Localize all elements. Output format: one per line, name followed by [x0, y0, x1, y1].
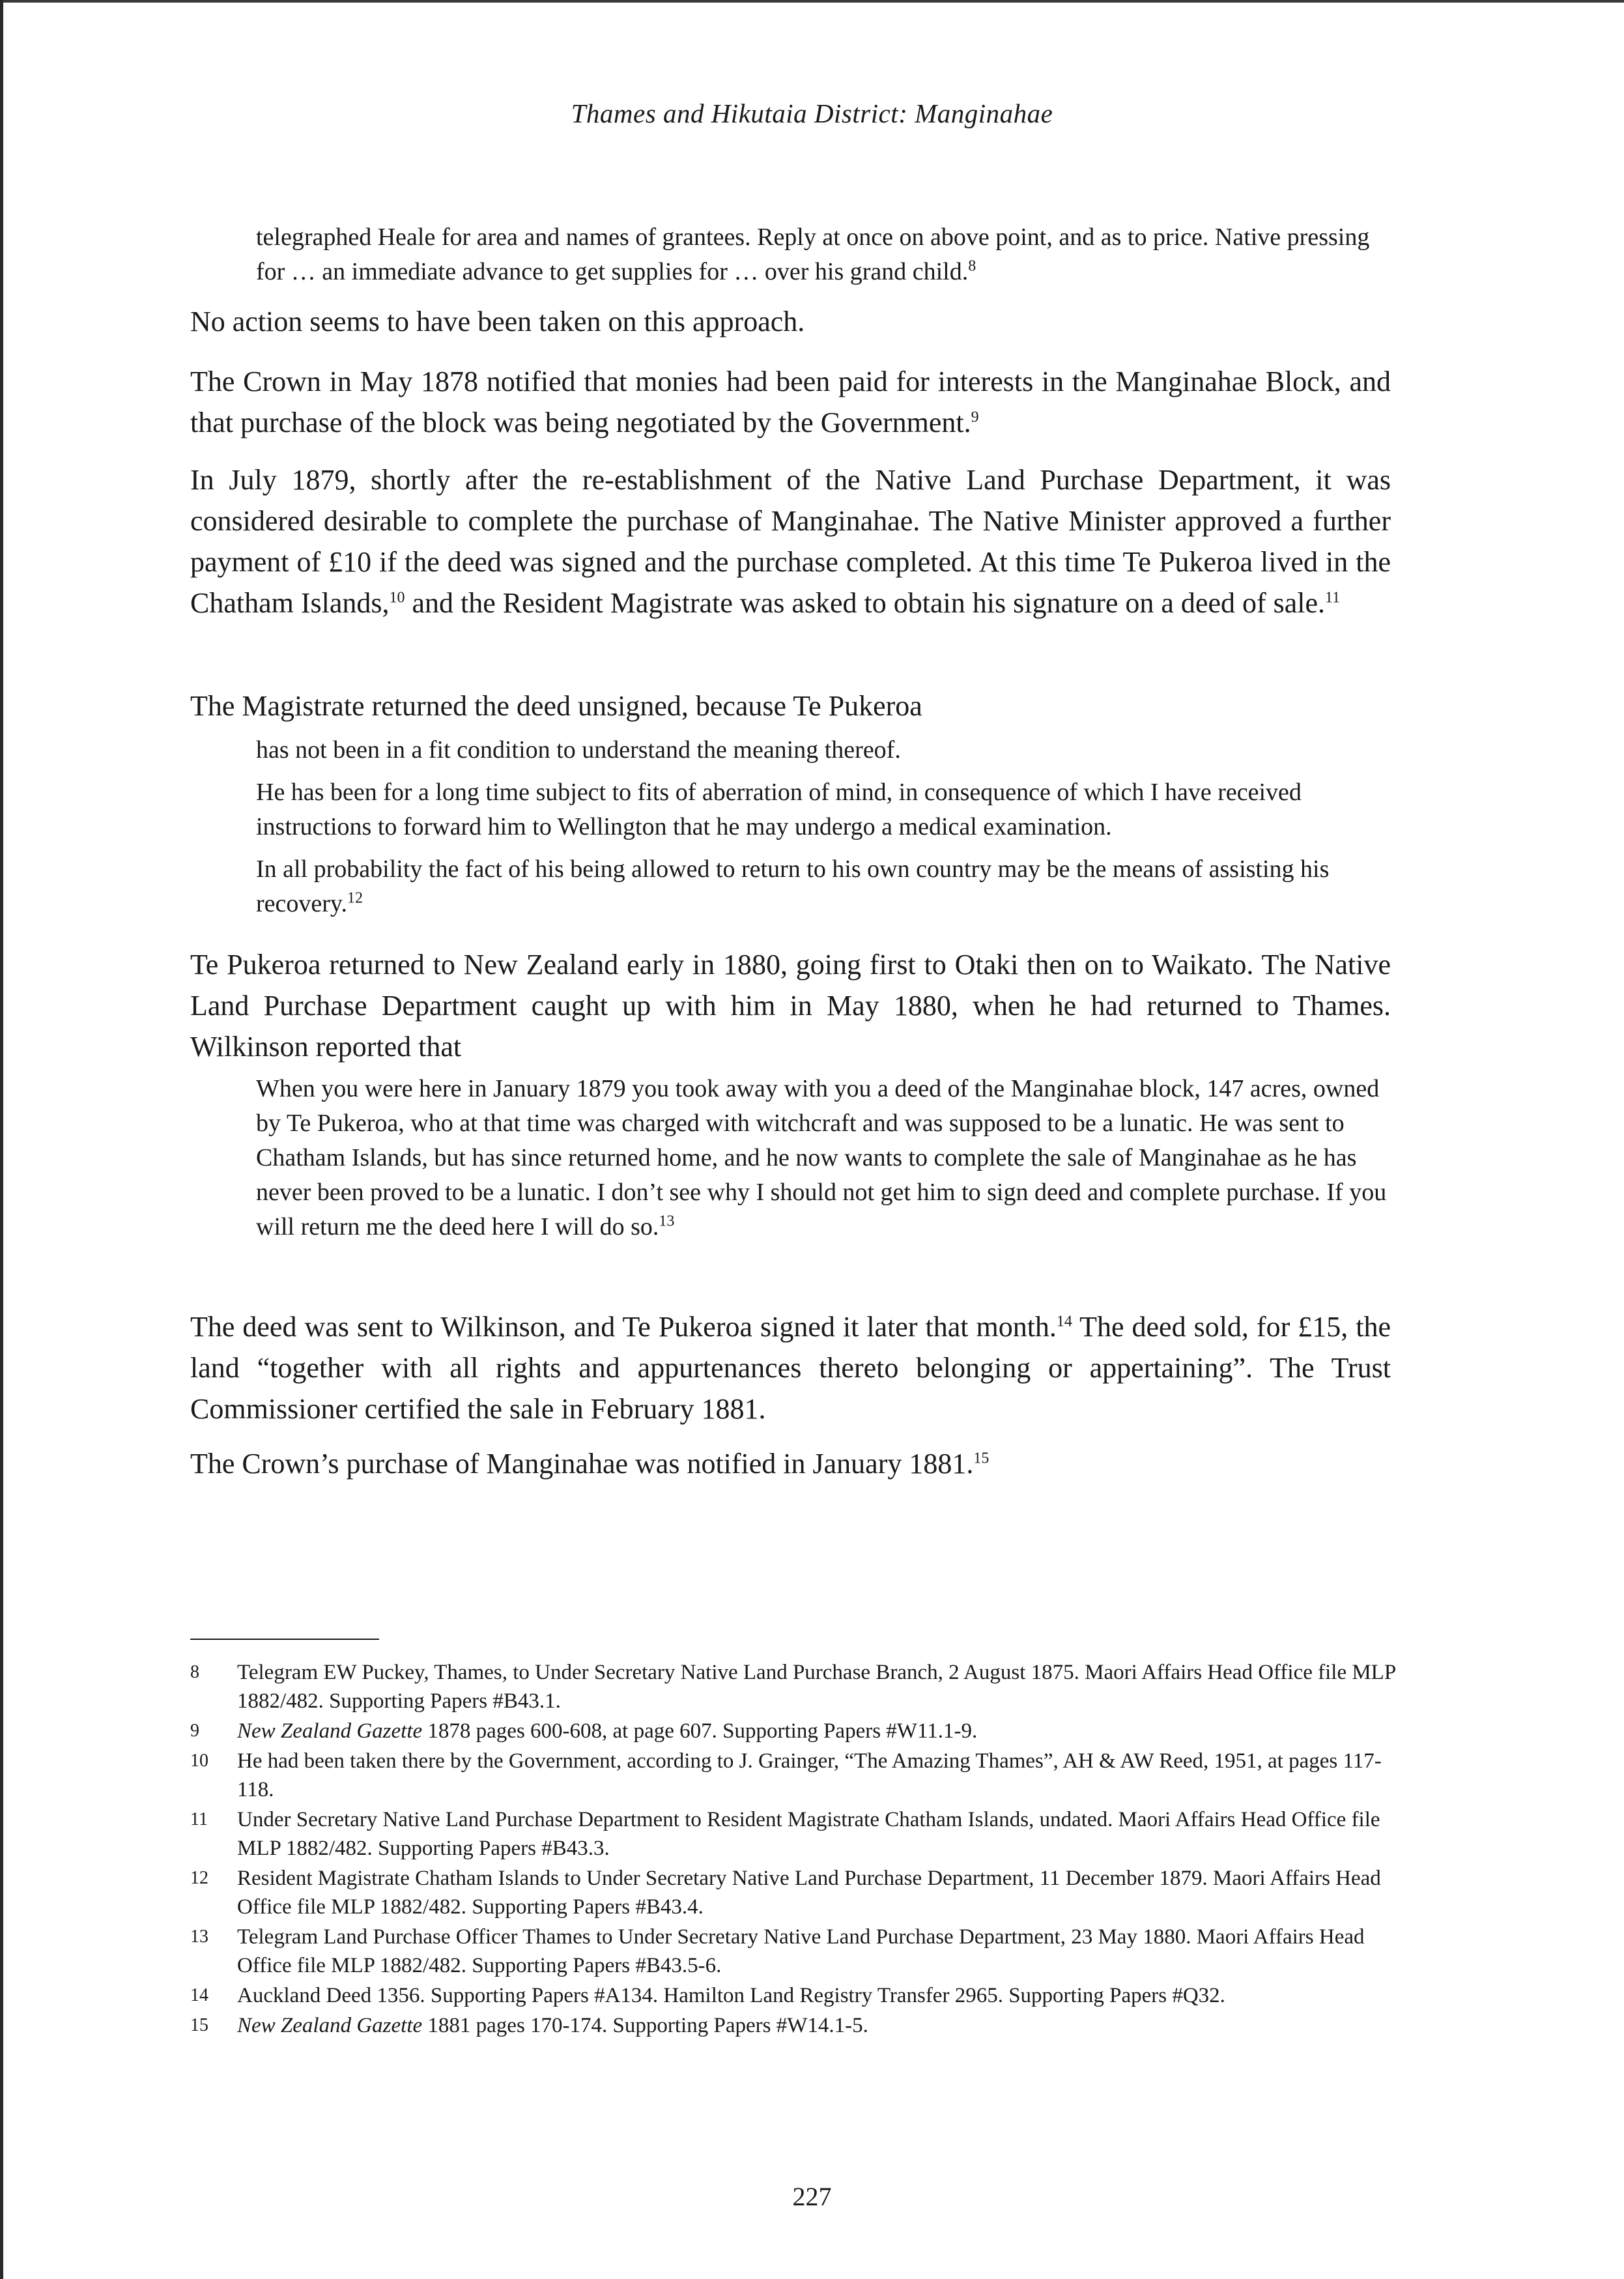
footnote-item	[190, 1864, 1395, 1921]
paragraph-july-1879	[190, 459, 1391, 624]
footnote-ref-8[interactable]: 8	[968, 257, 976, 275]
paragraph-text: Te Pukeroa returned to New Zealand early in 1880, going first to Otaki then on to Waikato. The Native Land Purchase Department caught up with him in May 1880, when he had returned to Thames. Wilkinson reported that	[190, 949, 1391, 1063]
paragraph-deed-sent	[190, 1306, 1391, 1429]
footnote-body: Auckland Deed 1356. Supporting Papers #A134. Hamilton Land Registry Transfer 2965. Supporting Papers #Q32.	[237, 1984, 1225, 2007]
footnote-text	[237, 2011, 1395, 2040]
scan-edge-left	[0, 0, 3, 2279]
footnote-number: 13	[190, 1927, 208, 1947]
quote-magistrate-body: In all probability the fact of his being allowed to return to his own country may be the means of assisting his recovery.	[256, 855, 1330, 917]
footnote-body: He had been taken there by the Government, according to J. Grainger, “The Amazing Thames”, AH & AW Reed, 1951, at pages 117-118.	[237, 1749, 1382, 1801]
footnote-item	[190, 1658, 1395, 1715]
quote-telegram-body: telegraphed Heale for area and names of grantees. Reply at once on above point, and as to price. Native pressing for … an immediate advance to get supplies for … over his grand child.	[256, 223, 1370, 285]
footnote-lead: New Zealand Gazette	[237, 1719, 423, 1743]
footnote-body: Telegram EW Puckey, Thames, to Under Secretary Native Land Purchase Branch, 2 August 1875. Maori Affairs Head Office file MLP 1882/482. Supporting Papers #B43.1.	[237, 1661, 1395, 1713]
footnote-number: 8	[190, 1662, 199, 1682]
footnote-ref-15[interactable]: 15	[973, 1450, 990, 1467]
scan-edge-top	[0, 0, 1624, 3]
block-quote-telegram	[256, 220, 1389, 297]
footnote-number: 14	[190, 1985, 208, 2005]
paragraph-text	[190, 1306, 1391, 1429]
paragraph-crown-may-1878	[190, 361, 1391, 443]
paragraph-text: The Magistrate returned the deed unsigned, because Te Pukeroa	[190, 690, 922, 722]
footnote-ref-10[interactable]: 10	[389, 589, 405, 607]
footnote-item	[190, 1923, 1395, 1980]
paragraph-body: The Crown’s purchase of Manginahae was notified in January 1881.	[190, 1448, 974, 1480]
footnote-text	[237, 1805, 1395, 1863]
paragraph-text	[190, 459, 1391, 624]
paragraph-text: No action seems to have been taken on this approach.	[190, 306, 805, 337]
page-number: 227	[792, 2182, 832, 2211]
footnote-ref-13[interactable]: 13	[659, 1212, 675, 1230]
footnote-text	[237, 1658, 1395, 1715]
footnote-item	[190, 1805, 1395, 1863]
footnote-body: 1881 pages 170-174. Supporting Papers #W14.1-5.	[422, 2014, 868, 2037]
footnote-item	[190, 1747, 1395, 1804]
footnote-text	[237, 1747, 1395, 1804]
footnote-body: Resident Magistrate Chatham Islands to Under Secretary Native Land Purchase Department, 11 December 1879. Maori Affairs Head Office file MLP 1882/482. Supporting Papers #B43.4.	[237, 1867, 1381, 1919]
paragraph-magistrate-returned	[190, 685, 1391, 726]
paragraph-body: The Crown in May 1878 notified that monies had been paid for interests in the Manginahae Block, and that purchase of the block was being negotiated by the Government.	[190, 366, 1391, 438]
footnote-number: 12	[190, 1868, 208, 1888]
footnote-ref-11[interactable]: 11	[1325, 589, 1341, 607]
footnote-text	[237, 1981, 1395, 2010]
quote-telegram-text	[256, 220, 1389, 289]
paragraph-body-b: and the Resident Magistrate was asked to obtain his signature on a deed of sale.	[405, 587, 1326, 619]
footnote-body: Under Secretary Native Land Purchase Department to Resident Magistrate Chatham Islands, undated. Maori Affairs Head Office file MLP 1882/482. Supporting Papers #B43.3.	[237, 1808, 1380, 1860]
paragraph-text	[190, 361, 1391, 443]
paragraph-crown-purchase-notified	[190, 1443, 1391, 1484]
paragraph-no-action	[190, 301, 1391, 342]
footnote-ref-14[interactable]: 14	[1056, 1313, 1072, 1330]
footnote-ref-12[interactable]: 12	[347, 889, 363, 907]
block-quote-magistrate	[256, 733, 1389, 929]
footnote-item	[190, 2011, 1395, 2040]
paragraph-returned-to-nz	[190, 944, 1391, 1067]
quote-wilkinson-body: When you were here in January 1879 you took away with you a deed of the Manginahae block, 147 acres, owned by Te Pukeroa, who at that time was charged with witchcraft and was supposed to be a lunatic. He was sent to Chatham Islands, but has since returned home, and he now wants to complete the sale of Manginahae as he has never been proved to be a lunatic. I don’t see why I should not get him to sign deed and complete purchase. If you will return me the deed here I will do so.	[256, 1075, 1387, 1240]
quote-wilkinson-text	[256, 1072, 1389, 1244]
paragraph-body-a: The deed was sent to Wilkinson, and Te Pukeroa signed it later that month.	[190, 1311, 1057, 1343]
footnote-body: 1878 pages 600-608, at page 607. Supporting Papers #W11.1-9.	[422, 1719, 978, 1743]
footnote-divider	[190, 1639, 379, 1640]
quote-magistrate-line-1: has not been in a fit condition to understand the meaning thereof.	[256, 736, 901, 764]
footnote-body: Telegram Land Purchase Officer Thames to Under Secretary Native Land Purchase Department, 23 May 1880. Maori Affairs Head Office file MLP 1882/482. Supporting Papers #B43.5-6.	[237, 1925, 1365, 1977]
running-head: Thames and Hikutaia District: Manginahae	[571, 98, 1053, 128]
footnote-text	[237, 1717, 1395, 1745]
paragraph-body-a: In July 1879, shortly after the re-establishment of the Native Land Purchase Department, it was considered desirable to complete the purchase of Manginahae. The Native Minister approved a further payment of £10 if the deed was signed and the purchase completed. At this time Te Pukeroa lived in the Chatham Islands,	[190, 464, 1391, 619]
quote-magistrate-line-3	[256, 852, 1389, 921]
footnote-lead: New Zealand Gazette	[237, 2014, 423, 2037]
footnotes-list	[190, 1658, 1395, 2041]
footnote-number: 9	[190, 1721, 199, 1741]
footnote-item	[190, 1717, 1395, 1745]
block-quote-wilkinson	[256, 1072, 1389, 1252]
quote-magistrate-line-2: He has been for a long time subject to fits of aberration of mind, in consequence of which I have received instructions to forward him to Wellington that he may undergo a medical examination.	[256, 779, 1302, 840]
paragraph-body-b: The deed sold, for £15, the land “together with all rights and appurtenances thereto belonging or appertaining”. The Trust Commissioner certified the sale in February 1881.	[190, 1311, 1391, 1425]
footnote-text	[237, 1864, 1395, 1921]
footnote-item	[190, 1981, 1395, 2010]
footnote-number: 11	[190, 1809, 208, 1829]
footnote-number: 10	[190, 1751, 208, 1771]
footnote-ref-9[interactable]: 9	[971, 408, 979, 426]
footnote-number: 15	[190, 2015, 208, 2035]
footnote-text	[237, 1923, 1395, 1980]
paragraph-text	[190, 1443, 1391, 1484]
